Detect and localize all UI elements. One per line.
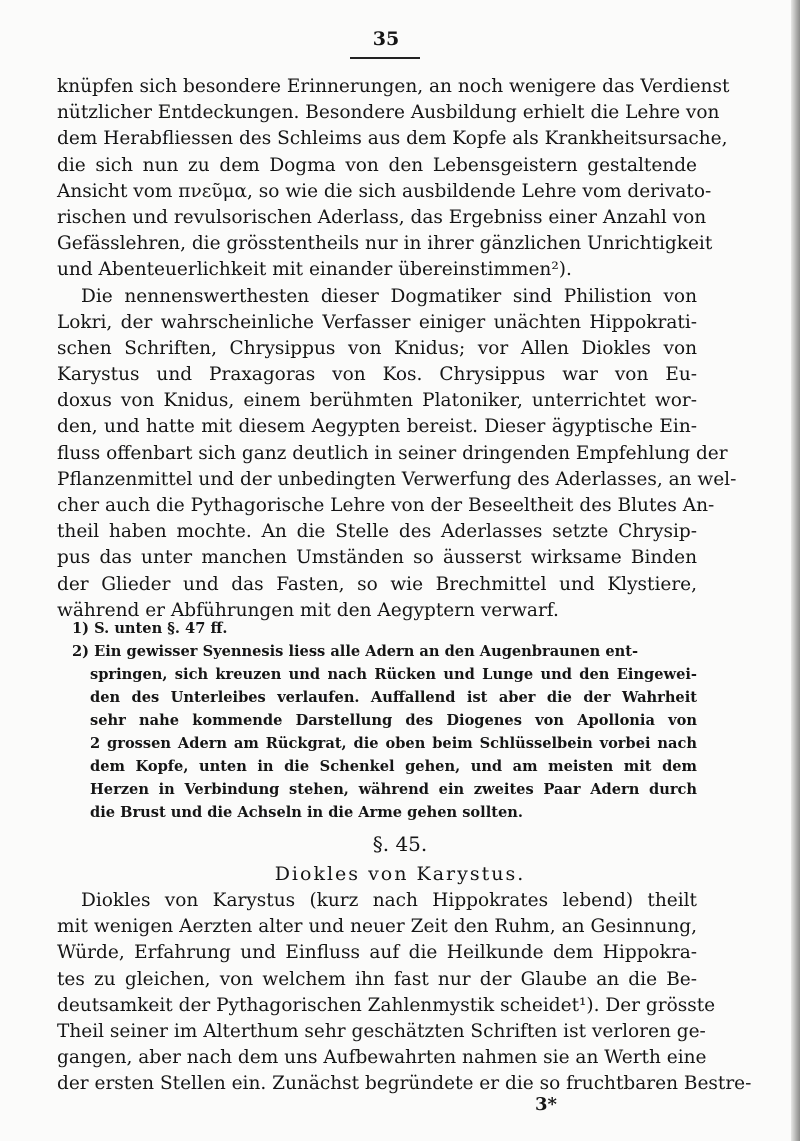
text-line: rischen und revulsorischen Aderlass, das Ergebniss einer Anzahl von: [57, 206, 707, 228]
text-line: der ersten Stellen ein. Zunächst begründete er die so fruchtbaren Bestre-: [57, 1073, 752, 1095]
signature-mark: 3*: [535, 1094, 557, 1115]
footnote-2-line: dem Kopfe, unten in die Schenkel gehen, und am meisten mit dem: [90, 758, 697, 775]
text-line: nützlicher Entdeckungen. Besondere Ausbildung erhielt die Lehre von: [57, 102, 720, 124]
text-line: den, und hatte mit diesem Aegypten bereist. Dieser ägyptische Ein-: [57, 416, 697, 438]
footnote-1: 1) S. unten §. 47 ff.: [72, 620, 228, 637]
footnote-2-line: die Brust und die Achseln in die Arme gehen sollten.: [90, 804, 523, 821]
text-line: deutsamkeit der Pythagorischen Zahlenmystik scheidet¹). Der grösste: [57, 994, 716, 1016]
text-line: während er Abführungen mit den Aegyptern verwarf.: [57, 599, 559, 621]
text-line: dem Herabfliessen des Schleims aus dem Kopfe als Krankheitsursache,: [57, 128, 728, 150]
footnote-2-line: sehr nahe kommende Darstellung des Diogenes von Apollonia von: [90, 712, 697, 729]
footnote-2-line: 2 grossen Adern am Rückgrat, die oben beim Schlüsselbein vorbei nach: [90, 735, 697, 752]
footnote-2-line: springen, sich kreuzen und nach Rücken und Lunge und den Eingewei-: [90, 666, 697, 683]
section-title: Diokles von Karystus.: [274, 863, 526, 885]
text-line: Lokri, der wahrscheinliche Verfasser einiger unächten Hippokrati-: [57, 311, 697, 333]
text-line: schen Schriften, Chrysippus von Knidus; vor Allen Diokles von: [57, 337, 697, 359]
text-line: pus das unter manchen Umständen so äusserst wirksame Binden: [57, 547, 697, 569]
text-line: Ansicht vom πνεῦμα, so wie die sich ausbildende Lehre vom derivato-: [57, 180, 712, 202]
text-line: Diokles von Karystus (kurz nach Hippokrates lebend) theilt: [81, 890, 697, 911]
text-line: mit wenigen Aerzten alter und neuer Zeit den Ruhm, an Gesinnung,: [57, 916, 697, 938]
section-body: [57, 888, 752, 1098]
text-line: die sich nun zu dem Dogma von den Lebensgeistern gestaltende: [57, 154, 697, 176]
text-line: Die nennenswerthesten dieser Dogmatiker sind Philistion von: [81, 285, 697, 307]
text-line: doxus von Knidus, einem berühmten Platoniker, unterrichtet wor-: [57, 390, 697, 412]
footnote-2-line: den des Unterleibes verlaufen. Auffallend ist aber die der Wahrheit: [90, 689, 697, 706]
footnote-2-line: 2) Ein gewisser Syennesis liess alle Adern an den Augenbraunen ent-: [72, 643, 639, 660]
text-line: cher auch die Pythagorische Lehre von der Beseeltheit des Blutes An-: [57, 495, 715, 516]
section-number: §. 45.: [372, 832, 428, 856]
footnotes: [57, 617, 697, 824]
header-rule: [350, 57, 420, 59]
page-edge-shadow: [791, 0, 800, 1141]
text-line: gangen, aber nach dem uns Aufbewahrten nahmen sie an Werth eine: [57, 1047, 707, 1069]
text-line: Karystus und Praxagoras von Kos. Chrysippus war von Eu-: [57, 364, 697, 386]
text-line: fluss offenbart sich ganz deutlich in seiner dringenden Empfehlung der: [57, 442, 728, 464]
body-text: [57, 74, 737, 624]
text-line: und Abenteuerlichkeit mit einander übereinstimmen²).: [57, 259, 572, 281]
page-number: 35: [372, 28, 400, 50]
text-line: der Glieder und das Fasten, so wie Brechmittel und Klystiere,: [57, 573, 697, 595]
text-line: Würde, Erfahrung und Einfluss auf die Heilkunde dem Hippokra-: [57, 942, 697, 964]
text-line: Gefässlehren, die grösstentheils nur in ihrer gänzlichen Unrichtigkeit: [57, 233, 713, 255]
text-line: knüpfen sich besondere Erinnerungen, an noch wenigere das Verdienst: [57, 76, 730, 97]
text-line: theil haben mochte. An die Stelle des Aderlasses setzte Chrysip-: [57, 521, 697, 543]
text-line: Pflanzenmittel und der unbedingten Verwerfung des Aderlasses, an wel-: [57, 468, 737, 490]
text-line: tes zu gleichen, von welchem ihn fast nur der Glaube an die Be-: [57, 968, 697, 990]
text-line: Theil seiner im Alterthum sehr geschätzten Schriften ist verloren ge-: [57, 1020, 706, 1042]
footnote-2-line: Herzen in Verbindung stehen, während ein zweites Paar Adern durch: [90, 781, 697, 798]
